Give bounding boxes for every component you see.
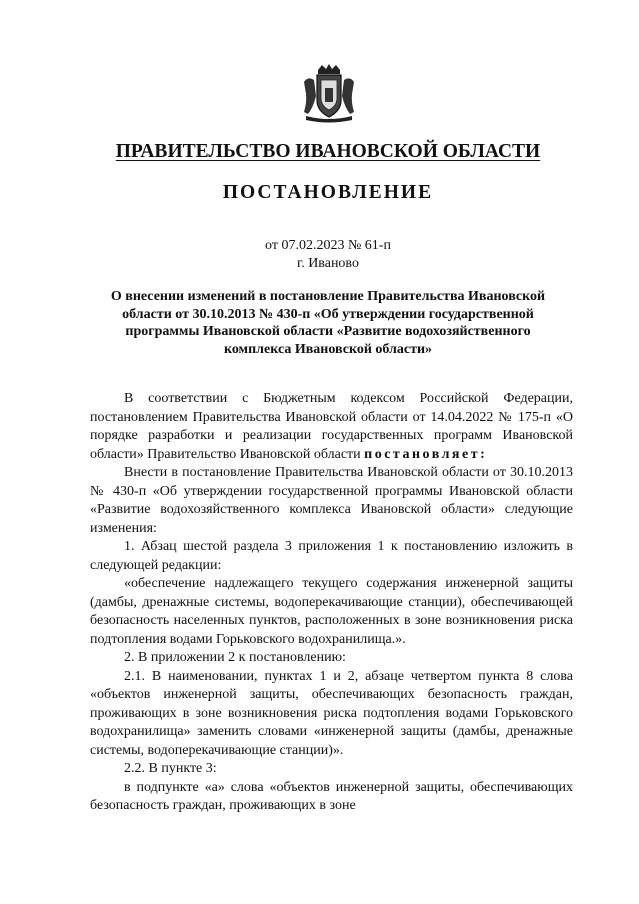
body-paragraph: 2.2. В пункте 3: <box>124 761 217 776</box>
preamble-paragraph <box>90 390 573 464</box>
document-date-number: от 07.02.2023 № 61-п <box>265 238 391 253</box>
organization-title: ПРАВИТЕЛЬСТВО ИВАНОВСКОЙ ОБЛАСТИ <box>115 141 541 162</box>
body-paragraph: 2. В приложении 2 к постановлению: <box>124 650 346 665</box>
document-type: ПОСТАНОВЛЕНИЕ <box>222 182 434 203</box>
preamble-text: В соответствии с Бюджетным кодексом Российской Федерации, постановлением Правительства Ивановской области от 14.04.2022 № 175-п «О порядке разработки и реализации государственных программ Ивановской области» Правительство Ивановской области <box>90 391 573 462</box>
body-paragraph: в подпункте «а» слова «объектов инженерной защиты, обеспечивающих безопасность граждан, проживающих в зоне <box>90 779 573 813</box>
body-paragraph: Внести в постановление Правительства Ивановской области от 30.10.2013 № 430-п «Об утверждении государственной программы Ивановской области «Развитие водохозяйственного комплекса Ивановской области» следующие изменения: <box>90 465 573 536</box>
body-paragraph: 1. Абзац шестой раздела 3 приложения 1 к постановлению изложить в следующей редакции: <box>90 539 573 573</box>
body-paragraph: «обеспечение надлежащего текущего содержания инженерной защиты (дамбы, дренажные системы, водоперекачивающие станции), обеспечивающей безопасность населенных пунктов, расположенных в зоне возникновения риска подтопления водами Горьковского водохранилища.». <box>90 576 573 647</box>
document-subject: О внесении изменений в постановление Правительства Ивановской области от 30.10.2013 № 430-п «Об утверждении государственной программы Ивановской области «Развитие водохозяйственного комплекса Ивановской области» <box>110 289 546 357</box>
document-body <box>90 390 573 816</box>
resolves-word: постановляет: <box>364 446 488 462</box>
document-city: г. Иваново <box>297 256 359 271</box>
body-paragraph: 2.1. В наименовании, пунктах 1 и 2, абзаце четвертом пункта 8 слова «объектов инженерной защиты, обеспечивающих безопасность граждан, проживающих в зоне возникновения риска подтопления водами Горьковского водохранилища» заменить словами «инженерной защиты (дамбы, дренажные системы, водоперекачивающие станции)». <box>90 668 573 758</box>
coat-of-arms-icon <box>298 62 360 124</box>
